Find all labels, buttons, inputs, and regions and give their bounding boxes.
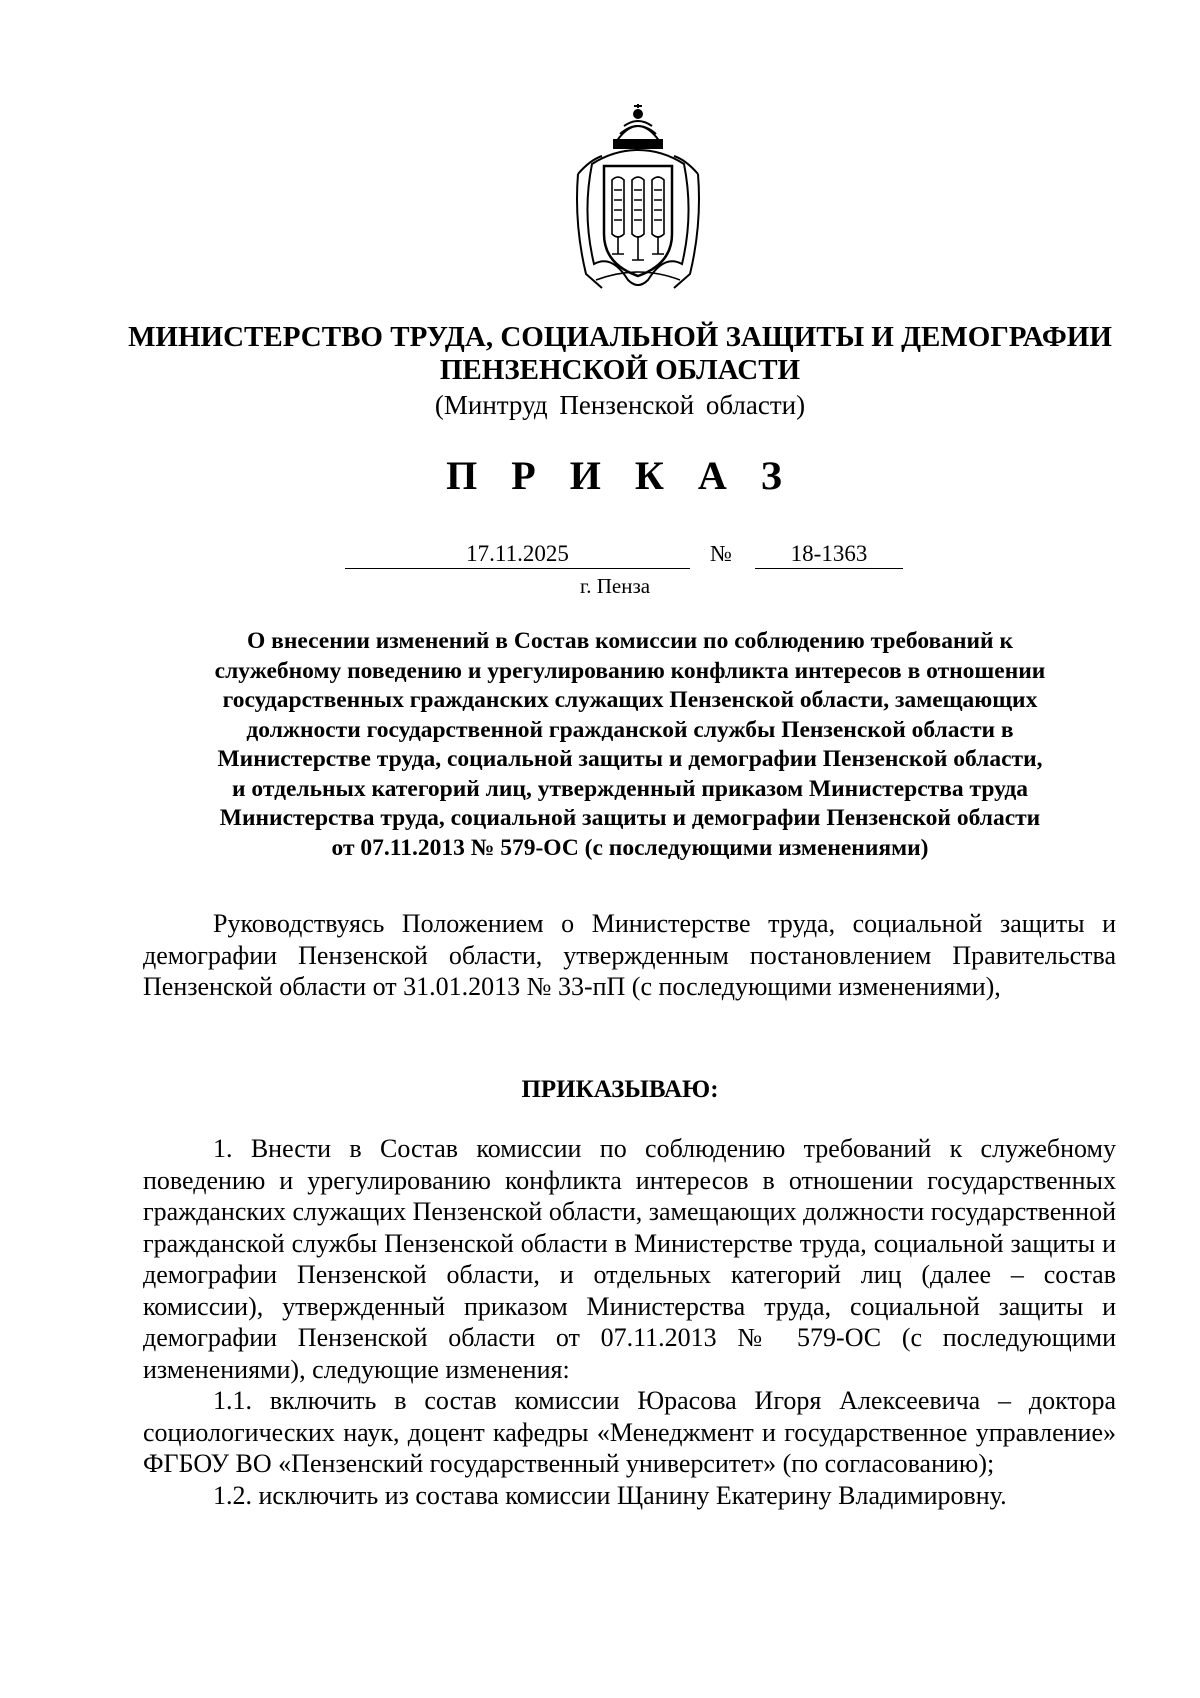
subject-line: Министерстве труда, социальной защиты и демографии Пензенской области, <box>217 746 1043 772</box>
decree-word: ПРИКАЗЫВАЮ: <box>521 1076 719 1103</box>
subject-line: государственных гражданских служащих Пензенской области, замещающих <box>222 687 1038 713</box>
document-date: 17.11.2025 <box>345 540 690 569</box>
subject-line: от 07.11.2013 № 579-ОС (с последующими изменениями) <box>331 834 929 861</box>
order-item-1-2: 1.2. исключить из состава комиссии Щанину Екатерину Владимировну. <box>213 1480 1007 1510</box>
subject-line: должности государственной гражданской службы Пензенской области в <box>246 716 1014 743</box>
document-city: г. Пенза <box>580 574 651 598</box>
subject-line: и отдельных категорий лиц, утвержденный приказом Министерства труда <box>231 775 1029 802</box>
subject-line: О внесении изменений в Состав комиссии по соблюдению требований к <box>246 628 1013 654</box>
document-type-title: П Р И К А З <box>446 453 794 498</box>
subject-line: Министерства труда, социальной защиты и демографии Пензенской области <box>219 805 1041 831</box>
number-sign: № <box>710 541 732 566</box>
order-item-1: 1. Внести в Состав комиссии по соблюдению требований к служебному поведению и урегулированию конфликта интересов в отношении государственных гражданских служащих Пензенской области, замещающих должности государственной гражданской службы Пензенской области в Министерстве труда, социальной защиты и демографии Пензенской области, и отдельных категорий лиц (далее – состав комиссии), утвержденный приказом Министерства труда, социальной защиты и демографии Пензенской области от 07.11.2013 № 579-ОС (с последующими изменениями), следующие изменения: <box>143 1134 1116 1384</box>
penza-oblast-coat-of-arms-icon <box>572 104 704 292</box>
order-item-1-1: 1.1. включить в состав комиссии Юрасова Игоря Алексеевича – доктора социологических наук, доцент кафедры «Менеджмент и государственное управление» ФГБОУ ВО «Пензенский государственный университет» (по согласованию); <box>143 1386 1116 1478</box>
ministry-short-name: (Минтруд Пензенской области) <box>434 390 806 420</box>
ministry-name-line2: ПЕНЗЕНСКОЙ ОБЛАСТИ <box>439 354 801 386</box>
document-subject <box>140 627 1120 863</box>
preamble-paragraph: Руководствуясь Положением о Министерстве труда, социальной защиты и демографии Пензенской области, утвержденным постановлением Правительства Пензенской области от 31.01.2013 № 33-пП (с последующими изменениями), <box>143 909 1116 1001</box>
order-items <box>143 1133 1116 1511</box>
subject-line: служебному поведению и урегулированию конфликта интересов в отношении <box>214 657 1046 684</box>
preamble <box>143 908 1116 1003</box>
ministry-name-line1: МИНИСТЕРСТВО ТРУДА, СОЦИАЛЬНОЙ ЗАЩИТЫ И ДЕМОГРАФИИ <box>128 321 1112 353</box>
document-number: 18-1363 <box>755 540 903 569</box>
